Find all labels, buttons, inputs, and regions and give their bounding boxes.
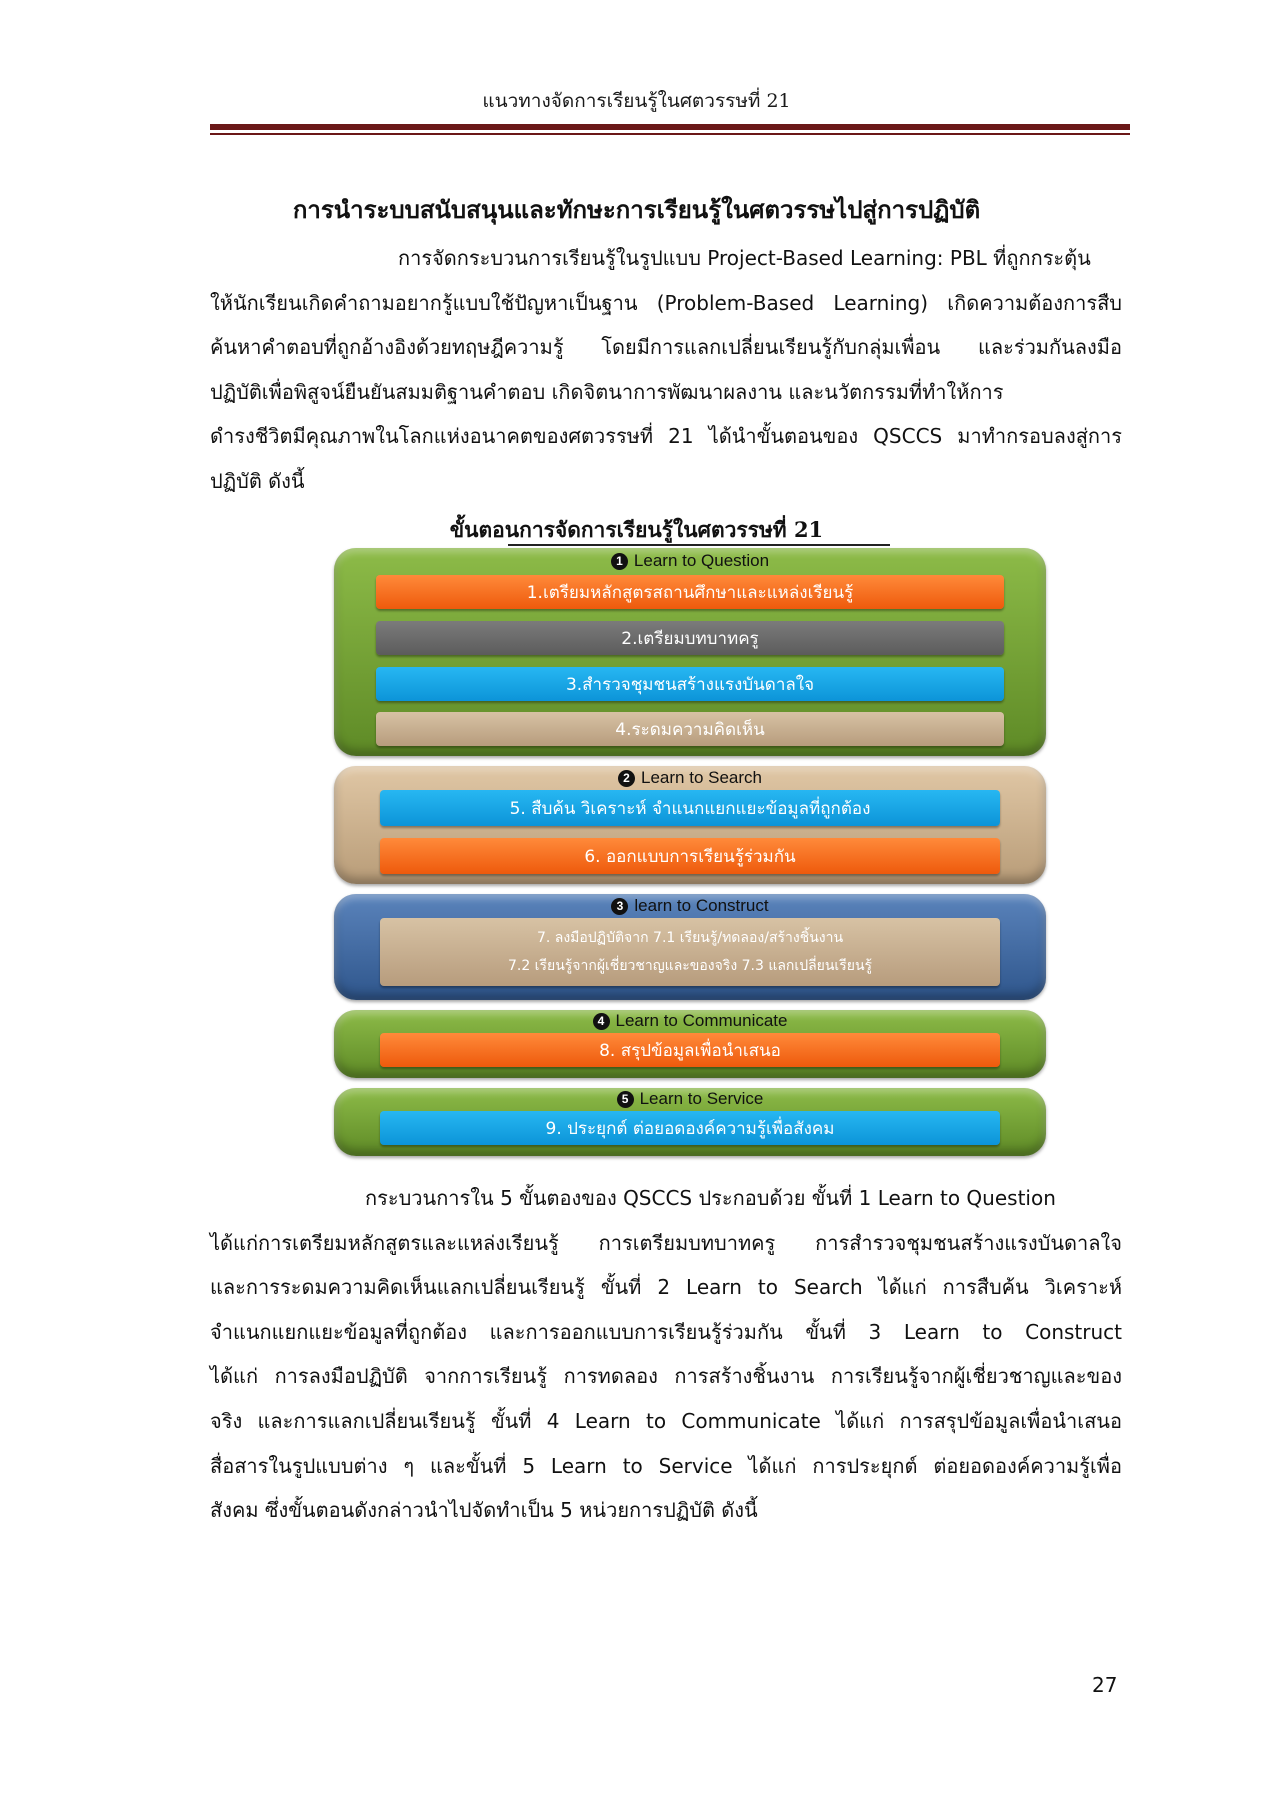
stage-3-header (334, 896, 1046, 916)
step-number-icon: 1 (611, 553, 628, 570)
paragraph-line: ปฏิบัติเพื่อพิสูจน์ยืนยันสมมติฐานคำตอบ เกิดจิตนาการพัฒนาผลงาน และนวัตกรรมที่ทำให้การ (210, 379, 1004, 404)
step-number-icon: 3 (611, 898, 628, 915)
stage-item: 1.เตรียมหลักสูตรสถานศึกษาและแหล่งเรียนรู้ (376, 575, 1004, 609)
stage-4-panel (334, 1010, 1046, 1078)
stage-2-header (334, 768, 1046, 788)
paragraph-line: ปฏิบัติ ดังนี้ (210, 468, 305, 493)
stage-5-panel (334, 1088, 1046, 1156)
stage-item: 4.ระดมความคิดเห็น (376, 712, 1004, 746)
stage-item: 5. สืบค้น วิเคราะห์ จำแนกแยกแยะข้อมูลที่ถูกต้อง (380, 790, 1000, 826)
paragraph-line: การจัดกระบวนการเรียนรู้ในรูปแบบ Project-Based Learning: PBL ที่ถูกกระตุ้น (398, 246, 1091, 270)
step-number-icon: 5 (617, 1091, 634, 1108)
page-number: 27 (1092, 1673, 1118, 1697)
stage-title: Learn to Question (633, 551, 770, 570)
stage-item (380, 918, 1000, 986)
stage-title: learn to Construct (634, 896, 769, 915)
running-header-title: แนวทางจัดการเรียนรู้ในศตวรรษที่ 21 (482, 90, 791, 112)
stage-1-header (334, 551, 1046, 571)
section-title: การนำระบบสนับสนุนและทักษะการเรียนรู้ในศตวรรษไปสู่การปฏิบัติ (292, 196, 981, 224)
figure-title-underline (508, 544, 890, 546)
stage-3-panel (334, 894, 1046, 1000)
stage-title: Learn to Communicate (615, 1011, 788, 1030)
stage-1-panel (334, 548, 1046, 756)
stage-item: 8. สรุปข้อมูลเพื่อนำเสนอ (380, 1033, 1000, 1067)
step-number-icon: 4 (593, 1013, 610, 1030)
header-rule-thick (210, 124, 1130, 130)
paragraph-line: กระบวนการใน 5 ขั้นตองของ QSCCS ประกอบด้วย ขั้นที่ 1 Learn to Question (365, 1186, 1056, 1210)
stage-2-panel (334, 766, 1046, 884)
stage-title: Learn to Search (641, 768, 762, 787)
paragraph-line: จริง และการแลกเปลี่ยนเรียนรู้ ขั้นที่ 4 Learn to Communicate ได้แก่ การสรุปข้อมูลเพื่อนำเสนอ (210, 1408, 1122, 1433)
paragraph-line: ดำรงชีวิตมีคุณภาพในโลกแห่งอนาคตของศตวรรษที่ 21 ได้นำขั้นตอนของ QSCCS มาทำกรอบลงสู่การ (210, 424, 1122, 449)
paragraph-line: ให้นักเรียนเกิดคำถามอยากรู้แบบใช้ปัญหาเป็นฐาน (Problem-Based Learning) เกิดความต้องการสืบ (210, 290, 1122, 315)
stage-4-header (334, 1011, 1046, 1031)
stage-item: 6. ออกแบบการเรียนรู้ร่วมกัน (380, 838, 1000, 874)
paragraph-line: สื่อสารในรูปแบบต่าง ๆ และขั้นที่ 5 Learn to Service ได้แก่ การประยุกต์ ต่อยอดองค์ความรู้เพื่อ (210, 1453, 1122, 1478)
stage-item: 2.เตรียมบทบาทครู (376, 621, 1004, 655)
stage-item: 3.สำรวจชุมชนสร้างแรงบันดาลใจ (376, 667, 1004, 701)
paragraph-line: ได้แก่ การลงมือปฏิบัติ จากการเรียนรู้ การทดลอง การสร้างชิ้นงาน การเรียนรู้จากผู้เชี่ยวชาญและของ (210, 1364, 1122, 1389)
stage-item-line: 7.2 เรียนรู้จากผู้เชี่ยวชาญและของจริง 7.3 แลกเปลี่ยนเรียนรู้ (507, 958, 873, 974)
summary-paragraph (210, 1176, 1122, 1533)
stage-item: 9. ประยุกต์ ต่อยอดองค์ความรู้เพื่อสังคม (380, 1111, 1000, 1145)
paragraph-line: จำแนกแยกแยะข้อมูลที่ถูกต้อง และการออกแบบการเรียนรู้ร่วมกัน ขั้นที่ 3 Learn to Construct (210, 1319, 1122, 1344)
figure-title: ขั้นตอนการจัดการเรียนรู้ในศตวรรษที่ 21 (449, 517, 824, 542)
stage-item-line: 7. ลงมือปฏิบัติจาก 7.1 เรียนรู้/ทดลอง/สร้างชิ้นงาน (536, 930, 844, 946)
header-rule-thin (210, 133, 1130, 135)
paragraph-line: ได้แก่การเตรียมหลักสูตรและแหล่งเรียนรู้ การเตรียมบทบาทครู การสำรวจชุมชนสร้างแรงบันดาลใจ (210, 1230, 1122, 1255)
paragraph-line: และการระดมความคิดเห็นแลกเปลี่ยนเรียนรู้ ขั้นที่ 2 Learn to Search ได้แก่ การสืบค้น วิเคราะห์ (210, 1275, 1122, 1300)
step-number-icon: 2 (618, 770, 635, 787)
paragraph-line: ค้นหาคำตอบที่ถูกอ้างอิงด้วยทฤษฎีความรู้ โดยมีการแลกเปลี่ยนเรียนรู้กับกลุ่มเพื่อน และร่วมกันลงมือ (210, 335, 1122, 360)
stage-title: Learn to Service (639, 1089, 764, 1108)
stage-5-header (334, 1089, 1046, 1109)
intro-paragraph (210, 236, 1122, 504)
paragraph-line: สังคม ซึ่งขั้นตอนดังกล่าวนำไปจัดทำเป็น 5 หน่วยการปฏิบัติ ดังนี้ (210, 1498, 758, 1523)
